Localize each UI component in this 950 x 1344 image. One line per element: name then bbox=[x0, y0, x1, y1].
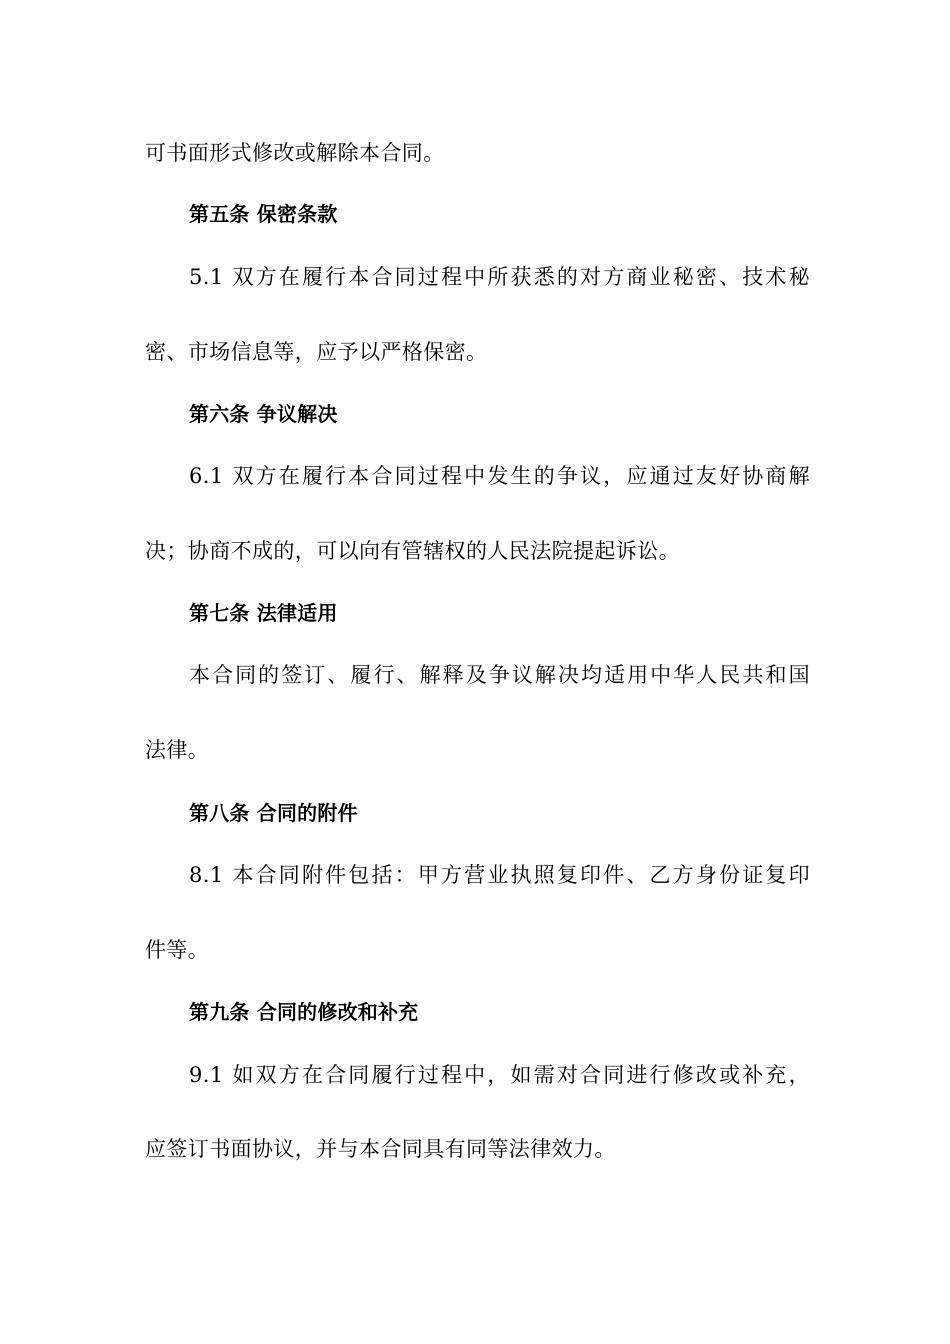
paragraph-line: 决；协商不成的，可以向有管辖权的人民法院提起诉讼。 bbox=[145, 539, 680, 563]
section-heading-6: 第六条 争议解决 bbox=[189, 402, 338, 426]
paragraph-line: 法律。 bbox=[145, 738, 210, 762]
section-heading-7: 第七条 法律适用 bbox=[189, 601, 338, 625]
section-heading-5: 第五条 保密条款 bbox=[189, 202, 338, 226]
paragraph-line: 本合同的签订、履行、解释及争议解决均适用中华人民共和国 bbox=[189, 663, 810, 687]
paragraph-line: 可书面形式修改或解除本合同。 bbox=[145, 141, 445, 165]
paragraph-line: 件等。 bbox=[145, 938, 210, 962]
section-heading-8: 第八条 合同的附件 bbox=[189, 801, 358, 825]
paragraph-line: 密、市场信息等，应予以严格保密。 bbox=[145, 340, 488, 364]
paragraph-line: 8.1 本合同附件包括：甲方营业执照复印件、乙方身份证复印 bbox=[189, 863, 810, 887]
paragraph-line: 9.1 如双方在合同履行过程中，如需对合同进行修改或补充， bbox=[189, 1063, 810, 1087]
section-heading-9: 第九条 合同的修改和补充 bbox=[189, 1000, 419, 1024]
paragraph-line: 5.1 双方在履行本合同过程中所获悉的对方商业秘密、技术秘 bbox=[189, 265, 810, 289]
paragraph-line: 6.1 双方在履行本合同过程中发生的争议，应通过友好协商解 bbox=[189, 464, 810, 488]
paragraph-line: 应签订书面协议，并与本合同具有同等法律效力。 bbox=[145, 1137, 616, 1161]
